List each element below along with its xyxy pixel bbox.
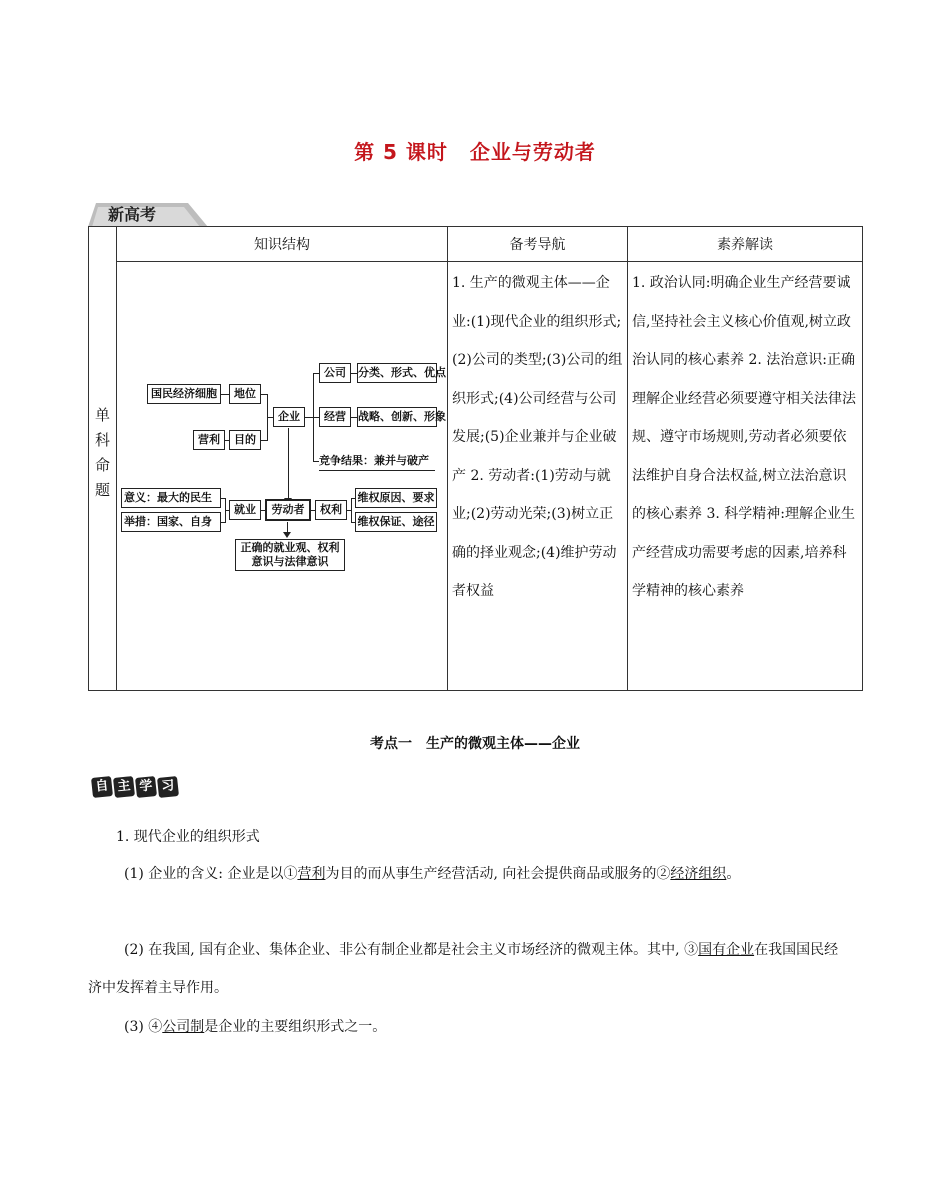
content-p3: (2) 在我国, 国有企业、集体企业、非公有制企业都是社会主义市场经济的微观主体。其中, ③国有企业在我国国民经济中发挥着主导作用。 (88, 942, 839, 996)
node-company: 公司 (319, 363, 351, 383)
study-badge-char: 习 (157, 776, 179, 798)
node-company-detail: 分类、形式、优点 (357, 363, 437, 383)
node-operation: 经营 (319, 407, 351, 427)
knowledge-diagram (117, 262, 447, 690)
answer-2: 经济组织 (670, 866, 727, 882)
node-status: 地位 (229, 384, 261, 404)
node-employment: 就业 (229, 500, 261, 520)
node-views: 正确的就业观、权利意识与法律意识 (235, 539, 345, 571)
node-profit: 营利 (193, 430, 225, 450)
navigation-cell (448, 262, 628, 691)
literacy-cell (628, 262, 863, 691)
page-title (0, 136, 950, 165)
study-badge-char: 自 (91, 776, 113, 798)
node-worker: 劳动者 (265, 499, 311, 521)
node-meaning: 意义：最大的民生 (121, 488, 221, 508)
study-badge (92, 775, 180, 797)
literacy-text: 1. 政治认同:明确企业生产经营要诚信,坚持社会主义核心价值观,树立政治认同的核心素养 2. 法治意识:正确理解企业经营必须要遵守相关法律法规、遵守市场规则,劳动者必须要依法维护自身合法权益,树立法治意识的核心素养 3. 科学精神:理解企业生产经营成功需要考虑的因素,培养科学精神的核心素养 (632, 275, 856, 599)
answer-1: 营利 (297, 866, 326, 882)
node-enterprise: 企业 (273, 407, 305, 427)
side-label-cell (89, 227, 117, 691)
node-purpose: 目的 (229, 430, 261, 450)
overview-table (88, 226, 863, 691)
content-p2: (1) 企业的含义: 企业是以①营利为目的而从事生产经营活动, 向社会提供商品或服务的②经济组织。 (124, 866, 741, 882)
content-p1: 1. 现代企业的组织形式 (116, 829, 260, 845)
header-navigation: 备考导航 (448, 227, 628, 262)
node-rights-way: 维权保证、途径 (355, 512, 437, 532)
answer-3: 国有企业 (698, 942, 755, 958)
study-badge-char: 主 (113, 776, 135, 798)
node-rights-reason: 维权原因、要求 (355, 488, 437, 508)
lesson-number: 第 5 课时 (354, 140, 448, 164)
structure-cell (117, 262, 448, 691)
answer-4: 公司制 (162, 1019, 205, 1035)
section-title: 考点一 生产的微观主体——企业 (370, 736, 580, 752)
side-label: 单科命题 (93, 406, 111, 507)
badge-label: 新高考 (108, 205, 157, 224)
lesson-name: 企业与劳动者 (469, 140, 596, 164)
header-literacy: 素养解读 (628, 227, 863, 262)
content-p4: (3) ④公司制是企业的主要组织形式之一。 (124, 1019, 387, 1035)
node-national: 国民经济细胞 (147, 384, 221, 404)
node-competition: 竞争结果：兼并与破产 (319, 452, 435, 471)
node-rights: 权利 (315, 500, 347, 520)
header-structure: 知识结构 (117, 227, 448, 262)
node-measures: 举措：国家、自身 (121, 512, 221, 532)
navigation-text: 1. 生产的微观主体——企业:(1)现代企业的组织形式;(2)公司的类型;(3)公司的组织形式;(4)公司经营与公司发展;(5)企业兼并与企业破产 2. 劳动者:(1)劳动与就业;(2)劳动光荣;(3)树立正确的择业观念;(4)维护劳动者权益 (452, 275, 623, 599)
study-badge-char: 学 (135, 776, 157, 798)
node-operation-detail: 战略、创新、形象 (357, 407, 437, 427)
